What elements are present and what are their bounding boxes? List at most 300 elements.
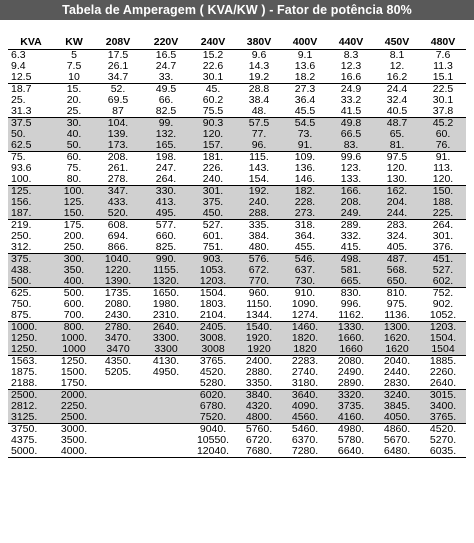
table-cell: 581. <box>328 265 374 276</box>
table-cell: 208. <box>107 151 129 163</box>
table-cell: 1052. <box>420 310 466 322</box>
table-cell: 2104. <box>190 310 236 322</box>
table-cell: 3320. <box>328 390 374 402</box>
table-cell: 9040. <box>199 423 227 435</box>
table-cell: 7.6 <box>435 49 451 61</box>
table-cell: 3735. <box>328 401 374 412</box>
table-row <box>8 163 466 174</box>
table-cell: 16.2 <box>374 72 420 84</box>
table-cell: 83. <box>328 140 374 152</box>
table-cell: 1504. <box>420 333 466 344</box>
table-cell: 300. <box>54 254 94 266</box>
table-cell: 1920 <box>236 344 282 356</box>
table-cell: 45.2 <box>420 118 466 130</box>
table-cell: 32.4 <box>386 95 408 106</box>
table-cell: 76. <box>420 140 466 152</box>
table-title: Tabela de Amperagem ( KVA/KW ) - Fator de potência 80% <box>0 0 474 20</box>
table-cell: 182. <box>282 186 328 198</box>
table-cell: 2283. <box>291 355 319 367</box>
table-cell: 301. <box>190 186 236 198</box>
table-cell: 5270. <box>429 435 457 446</box>
table-cell: 1620 <box>374 344 420 356</box>
table-cell: 75. <box>66 163 82 174</box>
table-cell: 73. <box>282 129 328 140</box>
table-cell: 6020. <box>190 390 236 402</box>
table-cell: 10 <box>54 72 94 84</box>
table-cell: 2830. <box>374 378 420 390</box>
table-cell: 40. <box>54 129 94 140</box>
table-cell: 1274. <box>282 310 328 322</box>
table-cell: 375. <box>8 254 54 266</box>
table-cell: 608. <box>107 219 129 231</box>
table-cell: 1000. <box>54 333 94 344</box>
header-400v: 400V <box>282 36 328 50</box>
table-row <box>8 378 466 390</box>
table-cell: 75. <box>11 151 26 163</box>
table-row <box>8 220 466 232</box>
table-cell: 123. <box>340 163 362 174</box>
table-cell: 301. <box>432 231 454 242</box>
table-cell: 810. <box>386 287 408 299</box>
table-cell: 24.9 <box>340 83 362 95</box>
table-row <box>8 265 466 276</box>
table-cell: 3008 <box>190 344 236 356</box>
header-kva: KVA <box>8 36 54 50</box>
table-cell: 7280. <box>282 446 328 458</box>
table-cell: 16.5 <box>155 49 177 61</box>
table-cell: 17.5 <box>107 49 129 61</box>
table-cell: 45. <box>205 83 221 95</box>
table-cell: 2740. <box>291 367 319 378</box>
table-cell <box>94 378 142 390</box>
table-row <box>8 242 466 254</box>
table-cell: 700. <box>54 310 94 322</box>
header-450v: 450V <box>374 36 420 50</box>
table-cell: 69.5 <box>107 95 129 106</box>
table-cell: 60. <box>420 129 466 140</box>
table-cell: 87 <box>94 106 142 118</box>
table-cell: 2080. <box>337 355 365 367</box>
table-cell: 25. <box>11 95 26 106</box>
table-cell: 130. <box>374 174 420 186</box>
table-cell: 9.1 <box>297 49 313 61</box>
table-cell: 90.3 <box>190 118 236 130</box>
table-cell: 150. <box>54 208 94 220</box>
table-cell: 65. <box>374 129 420 140</box>
table-cell: 600. <box>63 299 85 310</box>
table-cell: 10550. <box>196 435 230 446</box>
table-cell: 1000. <box>8 322 54 334</box>
table-cell: 2890. <box>328 378 374 390</box>
table-row <box>8 197 466 208</box>
table-row <box>8 310 466 322</box>
table-cell: 1820. <box>282 333 328 344</box>
table-cell: 288. <box>236 208 282 220</box>
table-cell: 602. <box>420 276 466 288</box>
table-cell: 261. <box>107 163 129 174</box>
table-row <box>8 186 466 198</box>
table-cell: 247. <box>155 163 177 174</box>
table-cell <box>142 401 190 412</box>
table-cell: 2188. <box>8 378 54 390</box>
table-cell: 2640. <box>142 322 190 334</box>
table-cell: 1155. <box>142 265 190 276</box>
table-cell: 6480. <box>374 446 420 458</box>
table-cell: 62.5 <box>8 140 54 152</box>
table-cell: 156. <box>8 197 54 208</box>
table-row <box>8 333 466 344</box>
table-cell: 1136. <box>374 310 420 322</box>
table-cell: 577. <box>155 219 177 231</box>
table-cell: 6035. <box>420 446 466 458</box>
table-cell: 6720. <box>245 435 273 446</box>
table-cell: 3300. <box>142 333 190 344</box>
table-cell: 125. <box>54 197 94 208</box>
table-cell: 37.5 <box>8 118 54 130</box>
table-cell: 1250. <box>8 344 54 356</box>
table-cell: 350. <box>54 265 94 276</box>
table-cell <box>142 435 190 446</box>
table-cell: 830. <box>340 287 362 299</box>
table-cell: 975. <box>386 299 408 310</box>
table-cell: 694. <box>107 231 129 242</box>
table-cell: 364. <box>294 231 316 242</box>
table-cell: 200. <box>63 231 85 242</box>
table-cell: 57.5 <box>236 118 282 130</box>
table-cell: 80. <box>54 174 94 186</box>
table-cell: 12.3 <box>340 61 362 72</box>
table-cell: 26.1 <box>107 61 129 72</box>
table-row <box>8 344 466 356</box>
table-row <box>8 106 466 118</box>
table-cell: 22.6 <box>202 61 224 72</box>
table-cell: 665. <box>328 276 374 288</box>
table-cell: 1980. <box>152 299 180 310</box>
table-row <box>8 50 466 62</box>
table-cell: 875. <box>8 310 54 322</box>
table-cell: 2310. <box>142 310 190 322</box>
table-cell: 75.5 <box>190 106 236 118</box>
table-cell: 54.5 <box>282 118 328 130</box>
table-cell: 33. <box>142 72 190 84</box>
table-cell: 250. <box>11 231 32 242</box>
table-cell: 1220. <box>94 265 142 276</box>
table-row <box>8 208 466 220</box>
table-cell: 4950. <box>152 367 180 378</box>
table-cell: 480. <box>236 242 282 254</box>
table-cell: 9.6 <box>251 49 267 61</box>
table-cell: 33.2 <box>340 95 362 106</box>
table-cell: 1250. <box>8 333 54 344</box>
table-cell: 2000. <box>54 390 94 402</box>
table-cell: 2640. <box>420 378 466 390</box>
header-kw: KW <box>54 36 94 50</box>
table-cell: 4320. <box>236 401 282 412</box>
table-cell: 139. <box>94 129 142 140</box>
table-cell: 487. <box>374 254 420 266</box>
table-cell: 240. <box>190 174 236 186</box>
table-cell: 1320. <box>142 276 190 288</box>
table-cell: 750. <box>11 299 32 310</box>
table-cell: 91. <box>282 140 328 152</box>
table-cell: 81. <box>374 140 420 152</box>
table-cell: 3350. <box>236 378 282 390</box>
table-cell: 903. <box>190 254 236 266</box>
table-cell: 770. <box>236 276 282 288</box>
table-cell: 4560. <box>282 412 328 424</box>
table-cell: 52. <box>110 83 126 95</box>
header-480v: 480V <box>420 36 466 50</box>
table-row <box>8 435 466 446</box>
table-cell: 5780. <box>337 435 365 446</box>
table-cell: 24.7 <box>155 61 177 72</box>
table-cell <box>94 412 142 424</box>
table-cell: 4980. <box>337 423 365 435</box>
table-cell: 5760. <box>245 423 273 435</box>
table-cell: 3500. <box>60 435 88 446</box>
table-cell: 154. <box>236 174 282 186</box>
table-cell <box>142 412 190 424</box>
table-cell: 751. <box>190 242 236 254</box>
table-cell: 192. <box>236 186 282 198</box>
table-cell: 34.7 <box>94 72 142 84</box>
table-cell: 165. <box>142 140 190 152</box>
table-cell: 162. <box>374 186 420 198</box>
table-cell: 173. <box>94 140 142 152</box>
table-cell: 2260. <box>429 367 457 378</box>
table-cell: 1803. <box>199 299 227 310</box>
table-cell: 650. <box>374 276 420 288</box>
table-cell <box>94 424 142 436</box>
table-cell: 8.3 <box>343 49 359 61</box>
table-cell: 455. <box>282 242 328 254</box>
table-cell: 115. <box>249 151 269 163</box>
table-cell: 41.5 <box>328 106 374 118</box>
table-cell: 500. <box>63 287 85 299</box>
table-cell: 143. <box>248 163 270 174</box>
table-cell: 225. <box>420 208 466 220</box>
table-cell: 3750. <box>11 423 38 435</box>
table-cell: 278. <box>94 174 142 186</box>
table-cell: 730. <box>282 276 328 288</box>
table-cell: 27.3 <box>294 83 316 95</box>
table-cell: 4090. <box>282 401 328 412</box>
table-cell: 150. <box>420 186 466 198</box>
table-cell: 91. <box>435 151 451 163</box>
table-cell: 2780. <box>94 322 142 334</box>
table-row <box>8 140 466 152</box>
table-cell: 48.7 <box>374 118 420 130</box>
table-cell: 20. <box>66 95 82 106</box>
table-cell: 82.5 <box>142 106 190 118</box>
table-cell: 120. <box>190 129 236 140</box>
table-row <box>8 356 466 368</box>
table-cell: 5 <box>71 49 77 61</box>
table-cell: 66.5 <box>328 129 374 140</box>
header-240v: 240V <box>190 36 236 50</box>
table-cell: 157. <box>190 140 236 152</box>
table-row <box>8 174 466 186</box>
table-cell: 8.1 <box>389 49 405 61</box>
table-cell: 12.5 <box>8 72 54 84</box>
table-cell: 208. <box>328 197 374 208</box>
table-cell: 132. <box>142 129 190 140</box>
table-cell: 166. <box>328 186 374 198</box>
table-cell: 3640. <box>282 390 328 402</box>
table-cell: 37.8 <box>420 106 466 118</box>
table-cell: 375. <box>190 197 236 208</box>
table-cell: 1660 <box>328 344 374 356</box>
table-cell: 520. <box>94 208 142 220</box>
table-cell: 4800. <box>236 412 282 424</box>
table-cell: 1620. <box>374 333 420 344</box>
table-cell: 4520. <box>199 367 227 378</box>
table-cell: 3765. <box>199 355 227 367</box>
table-row <box>8 412 466 424</box>
table-row <box>8 424 466 436</box>
table-cell: 187. <box>8 208 54 220</box>
table-cell: 1162. <box>328 310 374 322</box>
table-cell: 24.4 <box>386 83 408 95</box>
table-cell: 198. <box>155 151 177 163</box>
table-cell: 1000 <box>54 344 94 356</box>
table-cell: 1250. <box>60 355 88 367</box>
table-cell: 18.7 <box>11 83 32 95</box>
table-row <box>8 231 466 242</box>
table-cell: 450. <box>190 208 236 220</box>
table-cell: 3015. <box>420 390 466 402</box>
table-cell: 5460. <box>291 423 319 435</box>
table-cell: 283. <box>386 219 408 231</box>
table-cell: 1660. <box>328 333 374 344</box>
table-cell: 990. <box>142 254 190 266</box>
table-cell: 1750. <box>54 378 94 390</box>
table-cell: 318. <box>294 219 316 231</box>
table-row <box>8 72 466 84</box>
table-cell: 188. <box>420 197 466 208</box>
table-cell: 1500. <box>60 367 88 378</box>
table-cell: 264. <box>432 219 454 231</box>
table-cell: 97.5 <box>386 151 408 163</box>
table-cell: 28.8 <box>248 83 270 95</box>
table-cell: 996. <box>340 299 362 310</box>
table-cell: 244. <box>374 208 420 220</box>
table-cell: 2405. <box>190 322 236 334</box>
table-cell: 2250. <box>54 401 94 412</box>
table-cell: 49.8 <box>328 118 374 130</box>
header-208v: 208V <box>94 36 142 50</box>
table-row <box>8 446 466 458</box>
table-cell: 60.2 <box>202 95 224 106</box>
table-cell: 433. <box>94 197 142 208</box>
table-cell: 228. <box>282 197 328 208</box>
table-cell: 1540. <box>236 322 282 334</box>
table-cell: 800. <box>54 322 94 334</box>
table-cell: 546. <box>282 254 328 266</box>
table-cell: 40.5 <box>374 106 420 118</box>
table-cell: 2440. <box>383 367 411 378</box>
table-cell: 324. <box>386 231 408 242</box>
table-cell: 3180. <box>282 378 328 390</box>
table-cell: 330. <box>142 186 190 198</box>
table-cell: 910. <box>294 287 316 299</box>
table-cell: 1344. <box>236 310 282 322</box>
table-cell: 451. <box>420 254 466 266</box>
table-cell: 625. <box>11 287 32 299</box>
table-cell: 2500. <box>8 390 54 402</box>
table-cell: 2812. <box>8 401 54 412</box>
table-cell: 495. <box>142 208 190 220</box>
table-cell: 289. <box>340 219 362 231</box>
table-cell: 99. <box>142 118 190 130</box>
table-cell: 22.5 <box>432 83 454 95</box>
table-cell: 120. <box>386 163 408 174</box>
table-cell: 15.1 <box>420 72 466 84</box>
table-cell: 3125. <box>8 412 54 424</box>
table-cell: 11.3 <box>433 61 453 72</box>
table-cell: 133. <box>328 174 374 186</box>
table-cell: 3400. <box>420 401 466 412</box>
table-cell: 50. <box>54 140 94 152</box>
table-cell: 4160. <box>328 412 374 424</box>
amperage-table <box>8 36 466 458</box>
table-cell: 527. <box>202 219 224 231</box>
table-cell: 413. <box>142 197 190 208</box>
table-cell: 1504. <box>199 287 227 299</box>
table-row <box>8 61 466 72</box>
table-cell: 264. <box>142 174 190 186</box>
table-cell: 1735. <box>104 287 132 299</box>
table-cell: 2080. <box>104 299 132 310</box>
table-cell: 866. <box>94 242 142 254</box>
table-row <box>8 95 466 106</box>
table-cell: 1885. <box>429 355 457 367</box>
table-cell: 31.3 <box>8 106 54 118</box>
table-cell: 175. <box>63 219 85 231</box>
table-cell: 5280. <box>190 378 236 390</box>
table-cell: 384. <box>248 231 270 242</box>
table-cell: 249. <box>328 208 374 220</box>
table-row <box>8 84 466 96</box>
table-cell: 2400. <box>245 355 273 367</box>
table-cell: 273. <box>282 208 328 220</box>
table-cell: 5000. <box>8 446 54 458</box>
table-cell: 6640. <box>328 446 374 458</box>
table-cell: 1330. <box>328 322 374 334</box>
table-cell: 4520. <box>429 423 457 435</box>
table-cell: 438. <box>8 265 54 276</box>
table-cell: 500. <box>8 276 54 288</box>
table-cell: 902. <box>432 299 454 310</box>
table-cell: 1390. <box>94 276 142 288</box>
table-cell: 14.3 <box>248 61 270 72</box>
table-cell: 104. <box>94 118 142 130</box>
table-cell: 1040. <box>94 254 142 266</box>
table-cell: 4130. <box>152 355 180 367</box>
table-cell: 2430. <box>94 310 142 322</box>
table-cell: 226. <box>202 163 224 174</box>
table-cell: 332. <box>340 231 362 242</box>
table-cell: 3840. <box>236 390 282 402</box>
table-cell: 38.4 <box>248 95 270 106</box>
table-cell: 18.2 <box>282 72 328 84</box>
table-cell: 50. <box>8 129 54 140</box>
table-row <box>8 276 466 288</box>
table-cell: 5670. <box>383 435 411 446</box>
table-cell: 7.5 <box>66 61 82 72</box>
table-cell: 498. <box>328 254 374 266</box>
table-cell: 181. <box>202 151 224 163</box>
